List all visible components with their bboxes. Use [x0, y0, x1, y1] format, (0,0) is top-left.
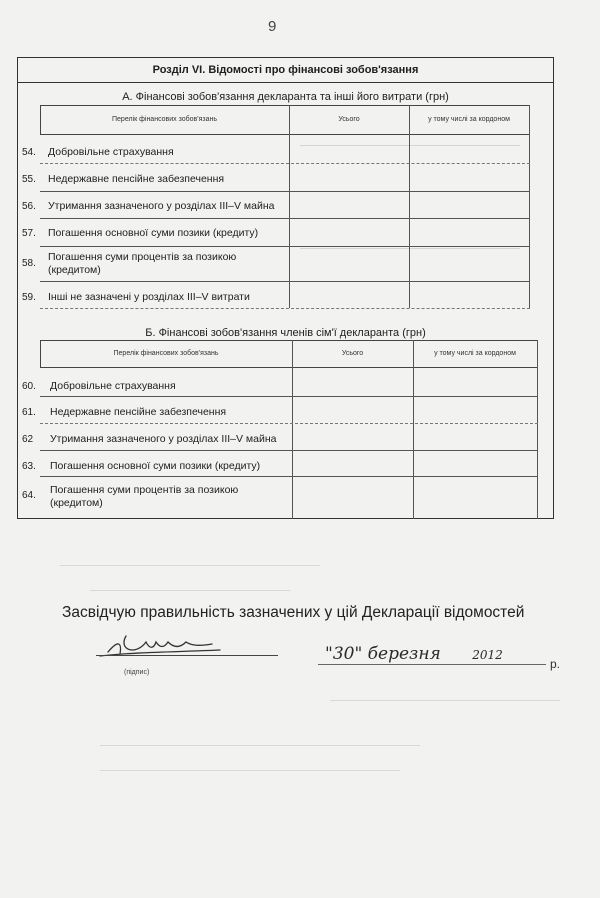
row-number: 55. [22, 174, 36, 185]
row-number: 61. [22, 407, 36, 418]
certification-statement: Засвідчую правильність зазначених у цій Декларації відомостей [62, 604, 525, 621]
row-number: 57. [22, 228, 36, 239]
section-title: Розділ VI. Відомості про фінансові зобов'язання [17, 57, 554, 83]
row-label: Погашення суми процентів за позикою (кредитом) [50, 484, 239, 509]
signature-line [96, 655, 278, 656]
row-label: Добровільне страхування [48, 146, 174, 158]
part-a-title: А. Фінансові зобов'язання декларанта та інші його витрати (грн) [122, 91, 449, 103]
date-day-month: "30" березня [325, 644, 441, 664]
row-number: 56. [22, 201, 36, 212]
date-line [318, 664, 546, 665]
part-b-col-total: Усього [341, 350, 364, 357]
row-number: 58. [22, 258, 36, 269]
row-label: Недержавне пенсійне забезпечення [48, 173, 225, 185]
part-a-col-abroad: у тому числі за кордоном [428, 116, 510, 123]
part-b-title: Б. Фінансові зобов'язання членів сім'ї декларанта (грн) [145, 327, 426, 339]
row-label: Недержавне пенсійне забезпечення [50, 406, 227, 418]
part-b-col-list: Перелік фінансових зобов'язань [113, 350, 219, 357]
row-label: Погашення суми процентів за позикою (кредитом) [48, 251, 237, 276]
row-label: Інші не зазначені у розділах III–V витрати [48, 291, 250, 303]
row-number: 60. [22, 381, 36, 392]
row-number: 63. [22, 461, 36, 472]
part-a-col-list: Перелік фінансових зобов'язань [112, 116, 217, 123]
row-number: 64. [22, 490, 36, 501]
date-text [325, 644, 503, 664]
row-label: Погашення основної суми позики (кредиту) [48, 227, 259, 239]
date-year: 2012 [472, 648, 503, 662]
row-number: 54. [22, 147, 36, 158]
row-label: Добровільне страхування [50, 380, 176, 392]
part-a-col-total: Усього [338, 116, 360, 123]
part-b-col-abroad: у тому числі за кордоном [434, 350, 516, 357]
row-label: Утримання зазначеного у розділах III–V майна [48, 200, 275, 212]
row-number: 59. [22, 292, 36, 303]
page-number: 9 [268, 18, 277, 35]
year-suffix: р. [550, 657, 561, 671]
row-label: Утримання зазначеного у розділах III–V майна [50, 433, 277, 445]
row-label: Погашення основної суми позики (кредиту) [50, 460, 261, 472]
signature-label: (підпис) [124, 669, 150, 676]
row-number: 62 [22, 434, 34, 445]
